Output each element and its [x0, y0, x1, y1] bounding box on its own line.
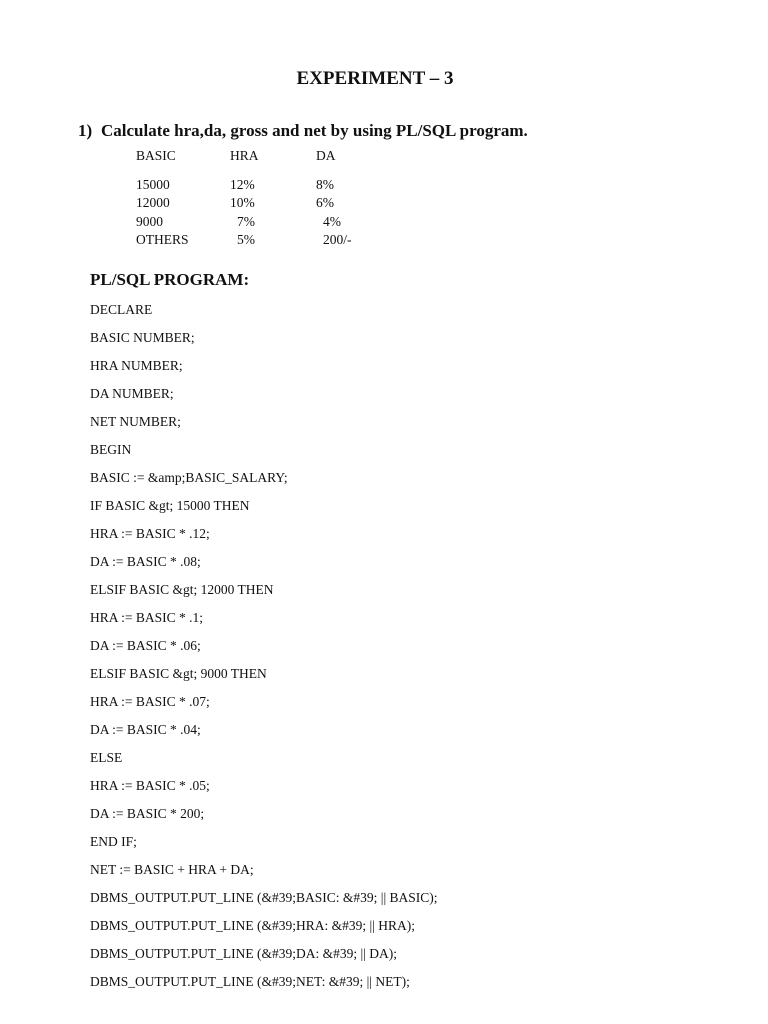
question-number: 1) — [78, 121, 93, 140]
code-line: HRA := BASIC * .07; — [90, 694, 210, 709]
code-line: DA := BASIC * 200; — [90, 806, 205, 821]
cell-hra: 12% — [230, 176, 255, 192]
code-line: DA NUMBER; — [90, 386, 174, 401]
cell-basic: 9000 — [136, 213, 163, 229]
header-da: DA — [316, 148, 336, 163]
program-heading: PL/SQL PROGRAM: — [90, 270, 250, 289]
code-line: ELSE — [90, 750, 123, 765]
code-line: HRA NUMBER; — [90, 358, 183, 373]
table-row — [136, 213, 383, 232]
code-line: DBMS_OUTPUT.PUT_LINE (&#39;DA: &#39; || DA); — [90, 946, 398, 961]
code-line: BEGIN — [90, 442, 132, 457]
code-line: HRA := BASIC * .05; — [90, 778, 210, 793]
cell-da: 4% — [323, 213, 341, 229]
code-line: DBMS_OUTPUT.PUT_LINE (&#39;HRA: &#39; || HRA); — [90, 918, 416, 933]
code-line: DECLARE — [90, 302, 153, 317]
cell-da: 8% — [316, 176, 334, 192]
code-line: DA := BASIC * .04; — [90, 722, 201, 737]
header-basic: BASIC — [136, 148, 176, 163]
question — [78, 119, 528, 143]
code-line: HRA := BASIC * .1; — [90, 610, 204, 625]
page-title: EXPERIMENT – 3 — [296, 68, 454, 89]
code-line: NET NUMBER; — [90, 414, 181, 429]
header-hra: HRA — [230, 148, 259, 163]
cell-da: 200/- — [323, 232, 352, 247]
table-row — [136, 176, 383, 195]
rate-table — [136, 147, 383, 250]
code-line: ELSIF BASIC &gt; 9000 THEN — [90, 666, 267, 681]
code-line: IF BASIC &gt; 15000 THEN — [90, 498, 250, 513]
code-line: DA := BASIC * .06; — [90, 638, 201, 653]
code-line: NET := BASIC + HRA + DA; — [90, 862, 254, 877]
code-line: END IF; — [90, 834, 137, 849]
cell-da: 6% — [316, 195, 334, 210]
code-line: ELSIF BASIC &gt; 12000 THEN — [90, 582, 274, 597]
code-line: BASIC NUMBER; — [90, 330, 195, 345]
code-line: DA := BASIC * .08; — [90, 554, 201, 569]
code-listing — [90, 298, 438, 998]
cell-basic: 15000 — [136, 176, 170, 192]
cell-hra: 10% — [230, 195, 255, 210]
table-row — [136, 231, 383, 250]
code-line: DBMS_OUTPUT.PUT_LINE (&#39;BASIC: &#39; || BASIC); — [90, 890, 438, 905]
code-line: DBMS_OUTPUT.PUT_LINE (&#39;NET: &#39; || NET); — [90, 974, 410, 989]
cell-basic: OTHERS — [136, 232, 189, 247]
question-text: Calculate hra,da, gross and net by using PL/SQL program. — [101, 121, 528, 140]
cell-hra: 7% — [237, 213, 255, 229]
code-line: BASIC := &amp;BASIC_SALARY; — [90, 470, 288, 485]
table-row — [136, 194, 383, 213]
cell-hra: 5% — [237, 232, 255, 247]
code-line: HRA := BASIC * .12; — [90, 526, 210, 541]
cell-basic: 12000 — [136, 195, 170, 210]
rate-table-header — [136, 147, 383, 166]
